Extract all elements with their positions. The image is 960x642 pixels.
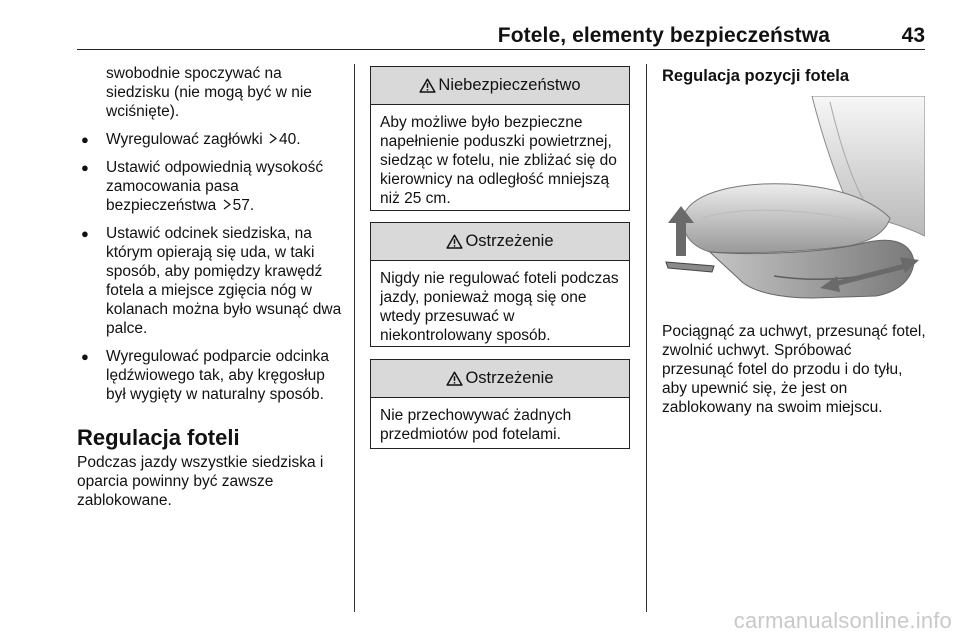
bullet-icon: ● xyxy=(81,132,89,147)
list-item xyxy=(77,158,345,215)
warning-header xyxy=(371,223,629,261)
list-item-ref[interactable]: 57. xyxy=(232,197,255,214)
column-divider-right xyxy=(646,64,647,612)
page-number: 43 xyxy=(901,24,925,47)
left-column xyxy=(77,64,345,510)
section-body: Podczas jazdy wszystkie siedziska i oparcia powinny być zawsze zablokowane. xyxy=(77,454,324,509)
list-item xyxy=(77,130,345,149)
header-rule xyxy=(77,49,925,50)
section-title: Regulacja foteli xyxy=(77,425,240,450)
caution-box xyxy=(370,359,630,449)
warning-body: Nie przechowywać żadnych przedmiotów pod fotelami. xyxy=(380,407,572,443)
warning-title: Ostrzeżenie xyxy=(465,232,554,250)
reference-arrow-icon xyxy=(223,196,231,215)
caution-box xyxy=(370,222,630,347)
warning-body: Aby możliwe było bezpieczne napełnienie poduszki powietrznej, siedząc w fotelu, nie zbliżać się do kierownicy na odległość mniejszą niż 25 cm. xyxy=(380,114,617,207)
warning-header xyxy=(371,67,629,105)
danger-box xyxy=(370,66,630,211)
warning-body: Nigdy nie regulować foteli podczas jazdy, ponieważ mogą się one wtedy przesuwać w niekontrolowany sposób. xyxy=(380,270,619,344)
column-divider-left xyxy=(354,64,355,612)
list-item-text: Wyregulować podparcie odcinka lędźwiowego tak, aby kręgosłup był wygięty w naturalny sposób. xyxy=(106,348,330,403)
watermark: carmanualsonline.info xyxy=(733,608,952,633)
bullet-icon: ● xyxy=(81,160,89,175)
warning-title: Niebezpieczeństwo xyxy=(438,76,581,94)
warning-header xyxy=(371,360,629,398)
bullet-icon: ● xyxy=(81,349,89,364)
seat-adjustment-illustration xyxy=(662,96,925,305)
list-item-text: Ustawić odcinek siedziska, na którym opierają się uda, w taki sposób, aby pomiędzy krawędź fotela a miejsce zgięcia nóg w kolanach można było wsunąć dwa palce. xyxy=(106,225,342,337)
list-item-ref[interactable]: 40. xyxy=(278,131,301,148)
warning-triangle-icon xyxy=(419,78,436,93)
section-title: Regulacja pozycji fotela xyxy=(662,67,850,85)
bullet-icon: ● xyxy=(81,226,89,241)
reference-arrow-icon xyxy=(269,130,277,149)
warning-title: Ostrzeżenie xyxy=(465,369,554,387)
list-item xyxy=(77,347,345,404)
list-item-text: Wyregulować zagłówki xyxy=(106,131,263,148)
section-body: Pociągnąć za uchwyt, przesunąć fotel, zwolnić uchwyt. Spróbować przesunąć fotel do przodu i do tyłu, aby upewnić się, że jest on zablokowany na swoim miejscu. xyxy=(662,323,926,416)
list-item xyxy=(77,224,345,338)
intro-continuation: swobodnie spoczywać na siedzisku (nie mogą być w nie wciśnięte). xyxy=(106,65,312,120)
warning-triangle-icon xyxy=(446,234,463,249)
list-item-text: Ustawić odpowiednią wysokość zamocowania pasa bezpieczeństwa xyxy=(106,159,324,214)
page-header-title: Fotele, elementy bezpieczeństwa xyxy=(497,24,830,47)
warning-triangle-icon xyxy=(446,371,463,386)
